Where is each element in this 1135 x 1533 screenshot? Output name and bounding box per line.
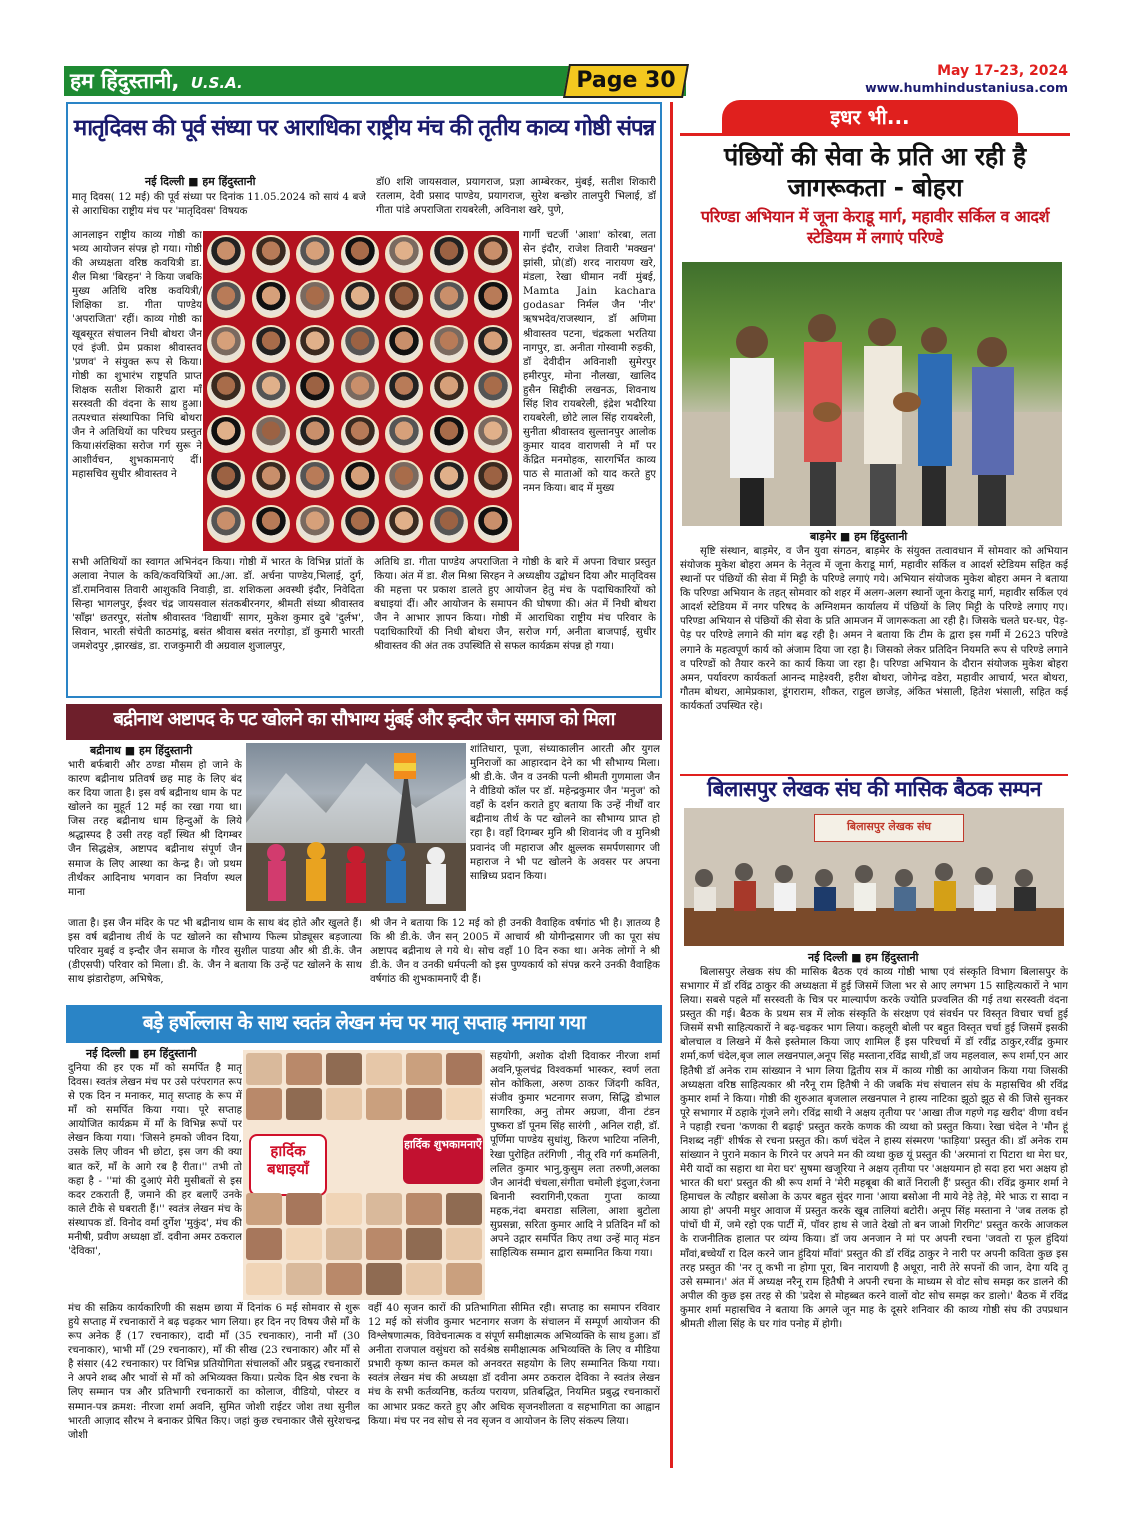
article1-bottom-right: अतिथि डा. गीता पाण्डेय अपराजिता ने गोष्ठी के बारे में अपना विचार प्रस्तुत किया। अंत में डा. शैल मिश्रा सिरहन ने अध्यक्षीय उद्बोधन दिया और मातृदिवस की महत्ता पर प्रकाश डालते हुए आयोजन हेतु मंच के पदाधिकारियों को बधाइयां दीं। और आयोजन के समापन की घोषणा की। अंत में निधी बोथरा जैन ने आभार ज्ञापन किया। गोष्ठी में आराधिका राष्ट्रीय मंच परिवार के पदाधिकारियों की निधी बोथरा जैन, सरोज गर्ग, अनीता बाजपाई, सुधीर श्रीवास्तव की अंत तक उपस्थिति से सफल कार्यक्रम संपन्न हो गया। (374, 557, 656, 653)
poster-photo-tile (246, 1088, 282, 1120)
poet-portrait (252, 235, 290, 273)
poet-portrait (474, 505, 512, 543)
poet-portrait (385, 460, 423, 498)
poet-portrait (385, 415, 423, 453)
poster-photo-tile (406, 1263, 442, 1295)
poet-portrait (207, 370, 245, 408)
poet-portrait (341, 415, 379, 453)
poet-portrait (296, 460, 334, 498)
article2-headline: बद्रीनाथ अष्टापद के पट खोलने का सौभाग्य मुंबई और इन्दौर जैन समाज को मिला (113, 709, 615, 730)
poet-portrait (252, 460, 290, 498)
poet-portrait (296, 325, 334, 363)
poet-portrait (430, 415, 468, 453)
poet-portrait (296, 370, 334, 408)
poster-photo-tile (286, 1088, 322, 1120)
page-number: Page 30 (576, 68, 676, 93)
poet-portrait (385, 235, 423, 273)
poet-portrait (296, 280, 334, 318)
poster-right-text: हार्दिक शुभकामनाएँ (404, 1138, 482, 1151)
poet-portrait (341, 370, 379, 408)
article1-bottom-left: सभी अतिथियों का स्वागत अभिनंदन किया। गोष्ठी में भारत के विभिन्न प्रांतों के अलावा नेपाल के कवि/कवयित्रियों आ./आ. डॉ. अर्चना पाण्डेय,भिलाई, दुर्ग, डॉ.रामनिवास तिवारी आशुकवि निवाड़ी, डा. शशिकला अवस्थी इंदौर, निवेदिता सिन्हा भागलपुर, ईश्वर चंद्र जायसवाल संतकबीरनगर, श्रीमती संध्या श्रीवास्तव 'साँझ' छतरपुर, संतोष श्रीवास्तव 'विद्यार्थी' सागर, मुकेश कुमार दुबे 'दुर्लभ', सिवान, भारती संचेती काठमांडू, बसंत श्रीवास बसंत नरगोड़ा, डॉ कुमारी भारती जमशेदपुर ,झारखंड, डा. राजकुमारी वी अग्रवाल शुजालपुर, (72, 557, 364, 653)
poet-portrait (385, 325, 423, 363)
barmer-photo (682, 262, 1062, 526)
poster-photo-tile (326, 1088, 362, 1120)
poet-portrait (474, 280, 512, 318)
poster-photo-tile (246, 1053, 282, 1085)
poster-photo-tile (286, 1193, 322, 1225)
poster-photo-tile (366, 1053, 402, 1085)
bilaspur-meeting-photo (684, 808, 1064, 946)
masthead-title (70, 66, 243, 96)
poster-photo-tile (406, 1228, 442, 1260)
article3-headline: बड़े हर्षोल्लास के साथ स्वतंत्र लेखन मंच पर मातृ सप्ताह मनाया गया (142, 1011, 586, 1034)
barmer-scene (682, 262, 1062, 526)
poet-portrait (474, 370, 512, 408)
bilaspur-scene (684, 808, 1064, 946)
poster-photo-tile (246, 1193, 282, 1225)
poet-portrait (385, 280, 423, 318)
article1-col2: गार्गी चटर्जी 'आशा' कोरबा, लता सेन इंदौर, राजेश तिवारी 'मक्खन' झांसी, प्रो(डॉ) शरद नारायण खरे, मंडला, रेखा धीमान नवीं मुंबई, Mamta Jain kachara godasar निर्मल जैन 'नीर' ऋषभदेव/राजस्थान, डॉ अणिमा श्रीवास्तव पटना, चंद्रकला भरतिया नागपुर, डा. अनीता गोस्वामी रुड़की, डॉ देवीदीन अविनाशी सुमेरपुर हमीरपुर, मोना नौलखा, खालिद हुसैन सिद्दीकी लखनऊ, शिवनाथ सिंह शिव रायबरेली, इंद्रेश भदौरिया रायबरेली, छोटे लाल सिंह रायबरेली, सुनीता श्रीवास्तव सुल्तानपुर आलोक कुमार यादव वाराणसी ने माँ पर केंद्रित मनमोहक, सारगर्भित काव्य पाठ से माताओं को याद करते हुए नमन किया। बाद में मुख्य (523, 230, 656, 495)
poster-photo-tile (446, 1193, 482, 1225)
badrinath-scene (246, 743, 466, 911)
poet-portrait (430, 370, 468, 408)
poet-portrait (296, 235, 334, 273)
publication-region: U.S.A. (190, 74, 243, 92)
poet-portrait (430, 460, 468, 498)
article5-headline: बिलासपुर लेखक संघ की मासिक बैठक सम्पन (707, 777, 1041, 801)
poet-portrait (341, 235, 379, 273)
poet-portrait (341, 325, 379, 363)
poet-portrait (385, 370, 423, 408)
bilaspur-photo-banner-text: बिलासपुर लेखक संघ (846, 820, 932, 833)
article2-right: शांतिधारा, पूजा, संध्याकालीन आरती और युगल मुनिराजों का आहारदान देने का भी सौभाग्य मिला। श्री डी.के. जैन व उनकी पत्नी श्रीमती गुणमाला जैन ने वीडियो कॉल पर डॉ. महेन्द्रकुमार जैन 'मनुज' को वहाँ के दर्शन कराते हुए बताया कि उन्हें नीर्थों वार बद्रीनाथ तीर्थ के पट खोलने का सौभाग्य प्राप्त हो रहा है। वहाँ दिगम्बर मुनि श्री शिवानंद जी व मुनिश्री प्रवानंद जी महाराज और क्षुल्लक समर्पणसागर जी महाराज ने भी पट खोलने के अवसर पर अपना सान्निध्य प्रदान किया। (470, 744, 660, 882)
poster-photo-tile (366, 1228, 402, 1260)
article5-dateline: नई दिल्ली ■ हम हिंदुस्तानी (808, 951, 919, 964)
poster-photo-tile (326, 1053, 362, 1085)
poet-portrait (430, 280, 468, 318)
poet-portrait (341, 280, 379, 318)
poster-photo-tile (406, 1053, 442, 1085)
poet-portrait (207, 505, 245, 543)
issue-date: May 17-23, 2024 (937, 63, 1068, 79)
article2-dateline: बद्रीनाथ ■ हम हिंदुस्तानी (90, 744, 193, 757)
poster-photo-tile (326, 1228, 362, 1260)
poet-portrait (207, 235, 245, 273)
poster-photo-tile (286, 1228, 322, 1260)
article3-bottom-right: वहीं 40 सृजन कारों की प्रतिभागिता सीमित रही। सप्ताह का समापन रविवार 12 मई को संजीव कुमार भटनागर सजग के संचालन में सम्पूर्ण आयोजन की विश्लेषणात्मक, विवेचनात्मक व संपूर्ण समीक्षात्मक अभिव्यक्ति के साथ हुआ। डॉ अनीता राजपाल वसुंधरा को सर्वश्रेष्ठ समीक्षात्मक अभिव्यक्ति के लिए व मीडिया प्रभारी कृष्ण कान्त कमल को अनवरत सहयोग के लिए सम्मानित किया गया। स्वतंत्र लेखन मंच की अध्यक्षा डॉ दवीना अमर ठकराल देविका ने स्वतंत्र लेखन मंच के सभी कर्तव्यनिष्ठ, कर्तव्य परायण, प्रतिबद्धित, नियमित प्रबुद्ध रचनाकारों का आभार प्रकट करते हुए और अधिक सृजनशीलता व सहभागिता का आह्वान किया। मंच पर नव सोच से नव सृजन व आयोजन के लिए संकल्प लिया। (368, 1303, 660, 1427)
poster-photo-tile (446, 1053, 482, 1085)
poet-portrait (474, 460, 512, 498)
article2-left: भारी बर्फबारी और ठण्डा मौसम हो जाने के कारण बद्रीनाथ प्रतिवर्ष छह माह के लिए बंद कर दिया जाता है। इस वर्ष बद्रीनाथ धाम के पट खोलने का मुहूर्त 12 मई का रखा गया था। जिस तरह बद्रीनाथ धाम हिन्दुओं के लिये श्रद्धास्पद है उसी तरह वहाँ स्थित श्री दिगम्बर जैन सिद्धक्षेत्र, अष्टापद बद्रीनाथ संपूर्ण जैन समाज के लिए आस्था का केन्द्र है। जो प्रथम तीर्थंकर आदिनाथ भगवान का निर्वाण स्थल माना (68, 760, 242, 898)
poet-portrait (252, 505, 290, 543)
article3-right: सहयोगी, अशोक दोशी दिवाकर नीरजा शर्मा अवनि,फूलचंद्र विश्वकर्मा भास्कर, स्वर्ण लता सोन कोकिला, अरुण ठाकर जिंदगी कवित, संजीव कुमार भटनागर सजग, सिद्धि डोभाल सागरिका, अनु तोमर अग्रजा, वीना टंडन पुष्करा डॉ पूनम सिंह सारंगी , अनिल राही, डॉ. पूर्णिमा पाण्डेय सुधांशु, किरण भाटिया नलिनी, रेखा पुरोहित तरंगिणी , नीतू रवि गर्ग कमलिनी, ललित कुमार भानु,कुसुम लता तरुणी,अलका जैन आनंदी चंचला,संगीता चमोली इंदुजा,रंजना बिनानी स्वरागिनी,एकता गुप्ता काव्या महक,नंदा बमराडा सलिला, आशा बुटोला सुप्रसन्ना, सरिता कुमार आदि ने प्रतिदिन माँ को अपने उद्गार समर्पित किए तथा उन्हें मातृ मंडन साहित्यिक सम्मान द्वारा सम्मानित किया गया। (490, 1051, 660, 1260)
poet-portrait (296, 505, 334, 543)
poet-photo-collage (203, 231, 519, 551)
mothers-week-poster (243, 1050, 485, 1300)
poster-photo-tile (366, 1263, 402, 1295)
poet-portrait (207, 415, 245, 453)
poet-portrait (430, 325, 468, 363)
publication-name: हम हिंदुस्तानी, (70, 69, 180, 93)
poster-photo-tile (286, 1263, 322, 1295)
poster-left-text: हार्दिक बधाइयाँ (267, 1142, 309, 1178)
article1-dateline: नई दिल्ली ■ हम हिंदुस्तानी (145, 175, 256, 188)
article5-divider (680, 774, 1068, 776)
poster-photo-tile (286, 1053, 322, 1085)
poet-portrait (341, 505, 379, 543)
poster-photo-tile (446, 1263, 482, 1295)
poet-portrait (385, 505, 423, 543)
article3-bottom-left: मंच की सक्रिय कार्यकारिणी की सक्षम छाया में दिनांक 6 मई सोमवार से शुरू हुये सप्ताह में रचनाकारों ने बढ़ चढ़कर भाग लिया। हर दिन नए विषय जैसे माँ के रूप अनेक हैं (17 रचनाकार), दादी माँ (35 रचनाकार), नानी माँ (30 रचनाकार), भाभी माँ (29 रचनाकार), माँ की सीख (23 रचनाकार) और माँ से है संसार (42 रचनाकार) पर विभिन्न प्रतियोगिता संचालकों और प्रबुद्ध रचनाकारों ने अपने शब्द और भावों से माँ को अभिव्यक्त किया। प्रत्येक दिन श्रेष्ठ रचना के लिए सम्मान पत्र और प्रतिभागी रचनाकारों का कोलाज, वीडियो, पोस्टर व सम्मान-पत्र क्रमश: नीरजा शर्मा अवनि, सुमित जोशी राईटर जोश तथा सुनील भारती आज़ाद सौरभ ने बनाकर प्रेषित किए। जहां कुछ रचनाकार जैसे सुरेशचन्द्र जोशी (68, 1303, 360, 1441)
article2-bottom: जाता है। इस जैन मंदिर के पट भी बद्रीनाथ धाम के साथ बंद होते और खुलते हैं। इस वर्ष बद्रीनाथ तीर्थ के पट खोलने का सौभाग्य फिल्म प्रोड्यूसर बड़जात्या परिवार मुबई व इन्दौर जैन समाज के गौरव सुशील पाडया और श्री डी.के. जैन (डीएसपी) परिवार को मिला। डी. के. जैन ने बताया कि उन्हें पट खोलने के साथ साथ झंडारोहण, अभिषेक, (68, 918, 362, 986)
poet-portrait (430, 235, 468, 273)
website-link[interactable]: www.humhindustaniusa.com (865, 80, 1068, 95)
article4-subhead: परिण्डा अभियान में जूना केराडू मार्ग, महावीर सर्किल व आदर्श स्टेडियम में लगाएं परिण्डे (700, 207, 1050, 247)
poster-photo-tile (246, 1228, 282, 1260)
poet-portrait (474, 415, 512, 453)
article3-left: दुनिया की हर एक माँ को समर्पित है मातृ दिवस। स्वतंत्र लेखन मंच पर उसे परंपरागत रूप से एक दिन न मनाकर, मातृ सप्ताह के रूप में माँ को समर्पित किया गया। पूरे सप्ताह आयोजित कार्यक्रम में माँ के विभिन्न रूपों पर लेखन किया गया। 'जिसने हमको जीवन दिया, उसके लिए जीवन भी छोटा, इस जग की क्या बात करें, माँ के आगे रब है रीता।'' तभी तो कहा है - ''मां की दुआएं मेरी मुसीबतों से इस कदर टकराती हैं, जमाने की हर बलाएँ उनके काले टीके से घबराती हैं।'' स्वतंत्र लेखन मंच के संस्थापक डॉ. विनोद वर्मा दुर्गेश 'मुकुंद', मंच की मनीषी, प्रवीण अध्यक्षा डॉ. दवीना अमर ठकराल 'देविका', (68, 1063, 242, 1258)
poster-photo-tile (326, 1263, 362, 1295)
article2-right-bottom: श्री जैन ने बताया कि 12 मई को ही उनकी वैवाहिक वर्षगांठ भी है। ज्ञातव्य है कि श्री डी.के. जैन सन् 2005 में आचार्य श्री योगीन्द्रसागर जी का पूरा संघ अष्टापद बद्रीनाथ ले गये थे। सोच वहाँ 10 दिन रुका था। अनेक लोगों ने श्री डी.के. जैन व उनकी धर्मपत्नी को इस पुण्यकार्य को संपन्न करने उनकी वैवाहिक वर्षगांठ की शुभकामनाएँ दी हैं। (370, 918, 660, 986)
poster-photo-tile (446, 1088, 482, 1120)
poster-photo-tile (246, 1263, 282, 1295)
poet-portrait (252, 370, 290, 408)
badrinath-photo (246, 743, 466, 911)
poster-photo-tile (366, 1193, 402, 1225)
article1-col1: आनलाइन राष्ट्रीय काव्य गोष्ठी का भव्य आयोजन संपन्न हो गया। गोष्ठी की अध्यक्षता वरिष्ठ कवयित्री डा. शैल मिश्रा 'बिरहन' ने किया जबकि मुख्य अतिथि वरिष्ठ कवयित्री/शिक्षिका डा. गीता पाण्डेय 'अपराजिता' रहीं। काव्य गोष्ठी का खूबसूरत संचालन निधी बोथरा जैन एवं इंजी. प्रेम प्रकाश श्रीवास्तव 'प्रणव' ने संयुक्त रूप से किया। गोष्ठी का शुभारंभ राष्ट्रपति प्राप्त शिक्षक सतीश शिकारी द्वारा माँ सरस्वती की वंदना के साथ हुआ।तत्पश्चात संस्थापिका निधि बोथरा जैन ने अतिथियों का परिचय प्रस्तुत किया।संरक्षिका सरोज गर्ग सुरू ने आशीर्वचन, शुभकामनाएं दीं। महासचिव सुधीर श्रीवास्तव ने (72, 230, 202, 481)
poet-portrait (252, 415, 290, 453)
article4-headline: पंछियों की सेवा के प्रति आ रही है जागरूकता - बोहरा (723, 142, 1026, 203)
poster-photo-tile (326, 1193, 362, 1225)
poet-portrait (341, 460, 379, 498)
poster-photo-tile (446, 1228, 482, 1260)
poster-photo-tile (406, 1088, 442, 1120)
poster-photo-tile (406, 1193, 442, 1225)
poster-photo-tile (366, 1088, 402, 1120)
poet-portrait (430, 505, 468, 543)
article3-dateline: नई दिल्ली ■ हम हिंदुस्तानी (86, 1047, 197, 1060)
poet-portrait (296, 415, 334, 453)
poet-portrait (252, 280, 290, 318)
poet-portrait (474, 325, 512, 363)
poet-portrait (252, 325, 290, 363)
article4-dateline: बाड़मेर ■ हम हिंदुस्तानी (810, 530, 908, 543)
poet-portrait (207, 280, 245, 318)
column-divider (670, 102, 673, 1468)
article5-body: बिलासपुर लेखक संघ की मासिक बैठक एवं काव्य गोष्ठी भाषा एवं संस्कृति विभाग बिलासपुर के सभागार में डॉ रविंद्र ठाकुर की अध्यक्षता में हुई जिसमें जिला भर से आए लगभग 15 साहित्यकारों ने भाग लिया। सबसे पहले माँ सरस्वती के चित्र पर माल्यार्पण करके ज्योति प्रज्वलित की गई तथा सरस्वती वंदना प्रस्तुत की गई। बैठक के प्रथम सत्र में लोक संस्कृति के संरक्षण एवं संवर्धन पर विस्तृत विचार चर्चा हुई जिसमें सभी साहित्यकारों ने बढ़-चढ़कर भाग लिया। कहलूरी बोली पर बहुत विस्तृत चर्चा हुई जिसमें इसकी बोलचाल व लिखने में कैसे इस्तेमाल किया जाए शामिल हैं इस परिचर्चा में डॉ रवींद्र ठाकुर,रवींद्र कुमार शर्मा,कर्ण चंदेल,बृज लाल लखनपाल,अनूप सिंह मस्ताना,रविंद्र साथी,डॉ जय महलवाल, रूप शर्मा,एन आर हितैषी डॉ अनेक राम सांख्यान ने भाग लिया द्वितीय सत्र में काव्य गोष्ठी का आयोजन किया गया जिसकी अध्यक्षता वरिष्ठ साहित्यकार श्री नरैनू राम हितैषी ने की जबकि मंच संचालन संघ के महासचिव श्री रविंद्र कुमार शर्मा ने किया। गोष्ठी की शुरुआत बृजलाल लखनपाल ने हास्य नाटिका झूठो झूठ से की जिसे सुनकर पूरे सभागार में ठहाके गूंजने लगे। रविंद्र साथी ने अक्षय तृतीया पर 'आखा तीज गहणे गढ़ खरीद' वीणा वर्धन ने पहाड़ी रचना 'कणका री बढ़ाई' प्रस्तुत करके कणक की व्यथा को प्रस्तुत किया। रेखा चंदेल ने 'मौन हूं निशब्द नहीं' शीर्षक से रचना प्रस्तुत की। कर्ण चंदेल ने हास्य संस्मरण 'फाड़िया' प्रस्तुत की। डॉ अनेक राम सांख्यान ने पुराने मकान के गिरने पर अपने मन की व्यथा कुछ यूं प्रस्तुत की 'अरमानां रा पिटारा था मेरा घर, मेरी यादों का सहारा था मेरा घर' सुषमा खजूरिया ने अक्षय तृतीया पर 'अक्षयमान हो सदा हरा भरा अक्षय हो भारत की धरा' प्रस्तुत की श्री रूप शर्मा ने 'मेरी महबूबा की बातें निराली हैं' प्रस्तुत की। रविंद्र कुमार शर्मा ने हिमाचल के त्यौहार बसोआ के ऊपर बहुत सुंदर गाना 'आया बसोआ नी माये नेड़े तेड़े, मेरे भाऊ रा सादा न आया हो' अपनी मधुर आवाज में प्रस्तुत करके खूब तालियां बटोरी। अनूप सिंह मस्ताना ने 'जब तलक हो पांचों घी में, जमे रहो एक पार्टी में, पॉवर हाथ से जाते देखो तो बन जाओ गिरगिट' प्रस्तुत करके आजकल के राजनीतिक हालात पर व्यंग्य किया। डॉ जय अनजान ने मां पर अपनी रचना 'जवतो रा फूल हुंदियां माँवां,बच्चेयाँ रा दिल करने जान हुंदियां माँवां' प्रस्तुत की डॉ रविंद्र ठाकुर ने नारी पर अपनी कविता कुछ इस तरह प्रस्तुत की 'नर तू कभी ना होगा पूरा, बिन नारायणी है अधूरा, नारी तेरे सपनों की जान, देगा यदि तू उसे सम्मान।' अंत में अध्यक्ष नरैनू राम हितैषी ने अपनी रचना के माध्यम से वोट सोच समझ कर डालने की अपील की कुछ इस तरह से की 'प्रदेश से मोहब्बत करने वालों वोट सोच समझ कर डालो।' बैठक में रविंद्र कुमार शर्मा महासचिव ने बताया कि अगले जून माह के दूसरे शनिवार की काव्य गोष्ठी संघ की उपप्रधान श्रीमती शीला सिंह के घर गांव पनोह में होगी। (680, 967, 1068, 1330)
article4-body: सृष्टि संस्थान, बाड़मेर, व जैन युवा संगठन, बाड़मेर के संयुक्त तत्वावधान में सोमवार को अभियान संयोजक मुकेश बोहरा अमन के नेतृत्व में जूना केराडू मार्ग, महावीर सर्किल व आदर्श स्टेडियम सहित कई स्थानों पर पंछियों की सेवा में मिट्टी के परिण्डे लगाएं गये। अभियान संयोजक मुकेश बोहरा अमन ने बताया कि परिण्डा अभियान के तहत् सोमवार को शहर में अलग-अलग स्थानों जूना केराडू मार्ग, महावीर सर्किल एवं आदर्श स्टेडियम में नगर परिषद के अग्निशमन कार्यालय में पंछियों के लिए मिट्टी के परिण्डे लगाए गए। परिण्डा अभियान से पंछियों की सेवा के प्रति आमजन में जागरूकता आ रही है। जिसके चलते घर-घर, पेड़-पेड़ पर परिण्डे लगाने की मांग बढ़ रही है। अमन ने बताया कि टीम के द्वारा इस गर्मी में 2623 परिण्डे लगाने के महत्वपूर्ण कार्य को अंजाम दिया जा रहा है। जिसको लेकर प्रतिदिन नियमति रूप से परिण्डे लगाने व परिण्डों को तैयार करने का कार्य किया जा रहा है। परिण्डा अभियान के दौरान संयोजक मुकेश बोहरा अमन, पर्यावरण कार्यकर्ता आनन्द माहेश्वरी, हरीश बोथरा, जोगेन्द्र वडेरा, महावीर आचार्य, भरत बोथरा, गौतम बोथरा, आमेप्रकाश, डूंगराराम, शौकत, राहुल छाजेड़, अंकित भंसाली, हितेश भंसाली, सहित कई कार्यकर्ता उपस्थित रहे। (680, 546, 1068, 712)
article1-headline: मातृदिवस की पूर्व संध्या पर आराधिका राष्ट्रीय मंच की तृतीय काव्य गोष्ठी संपन्न (73, 115, 655, 141)
article1-col2-top: डॉ0 शशि जायसवाल, प्रयागराज, प्रज्ञा आम्बेरकर, मुंबई, सतीश शिकारी रतलाम, देवी प्रसाद पाण्डेय, प्रयागराज, सुरेश बन्छोर तालपुरी भिलाई, डॉ गीता पांडे अपराजिता रायबरेली, अविनाश खरे, पुणे, (376, 177, 656, 217)
article1-col1-top: मातृ दिवस( 12 मई) की पूर्व संध्या पर दिनांक 11.05.2024 को सायं 4 बजे से आराधिका राष्ट्रीय मंच पर 'मातृदिवस' विषयक (72, 192, 366, 218)
poet-portrait (207, 325, 245, 363)
poet-portrait (474, 235, 512, 273)
article4-underline (680, 133, 1070, 136)
poet-portrait (207, 460, 245, 498)
idhar-bhi-text: इधर भी... (830, 105, 910, 129)
